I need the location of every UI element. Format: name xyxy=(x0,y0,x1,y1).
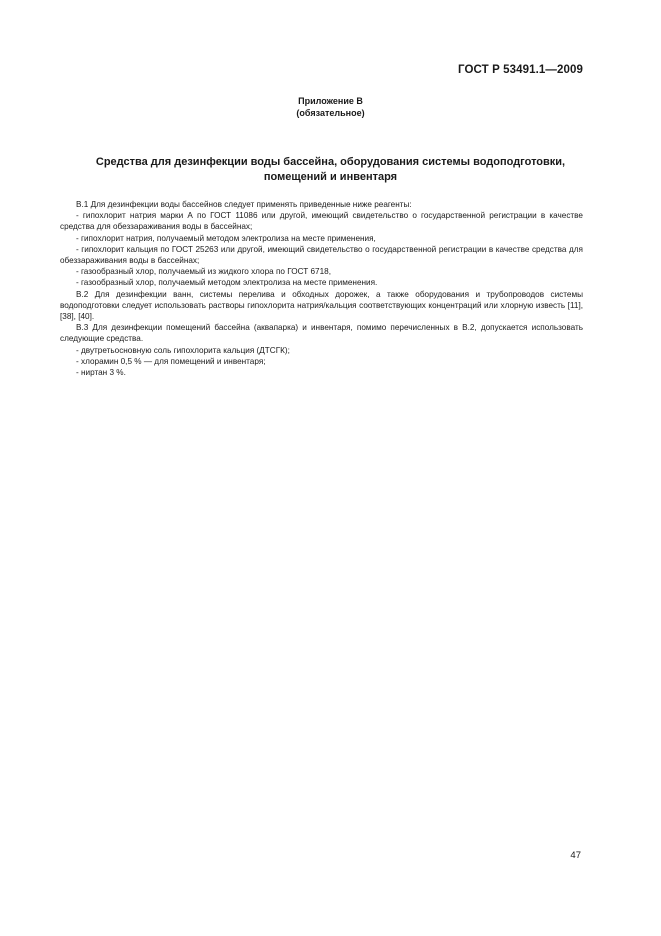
paragraph-b2: В.2 Для дезинфекции ванн, системы перелива и обходных дорожек, а также оборудования и трубопроводов системы водоподготовки следует использовать растворы гипохлорита натрия/кальция соответствующих концентраций или хлорную известь [11], [38], [40]. xyxy=(60,289,583,322)
appendix-status: (обязательное) xyxy=(296,108,365,118)
list-item: - хлорамин 0,5 % — для помещений и инвентаря; xyxy=(76,356,266,366)
appendix-title xyxy=(60,155,601,185)
list-item: - газообразный хлор, получаемый из жидкого хлора по ГОСТ 6718, xyxy=(76,267,331,277)
list-item: - ниртан 3 %. xyxy=(76,368,126,378)
list-item: - гипохлорит натрия марки А по ГОСТ 11086 или другой, имеющий свидетельство о государственной регистрации в качестве средства для обеззараживания воды в бассейнах; xyxy=(60,211,583,232)
page-number: 47 xyxy=(570,850,581,861)
paragraph-b1: В.1 Для дезинфекции воды бассейнов следует применять приведенные ниже реагенты: xyxy=(76,200,412,209)
title-line-2: помещений и инвентаря xyxy=(263,171,398,183)
list-item: - газообразный хлор, получаемый методом электролиза на месте применения. xyxy=(76,278,378,288)
paragraph-b3: В.3 Для дезинфекции помещений бассейна (аквапарка) и инвентаря, помимо перечисленных в В.2, допускается использовать следующие средства. xyxy=(60,323,583,344)
list-item: - гипохлорит натрия, получаемый методом электролиза на месте применения, xyxy=(76,233,376,243)
appendix-heading xyxy=(0,95,661,119)
body-text xyxy=(60,199,583,378)
title-line-1: Средства для дезинфекции воды бассейна, оборудования системы водоподготовки, xyxy=(95,156,566,168)
list-item: - двутретьосновную соль гипохлорита кальция (ДТСГК); xyxy=(76,345,290,355)
list-item: - гипохлорит кальция по ГОСТ 25263 или другой, имеющий свидетельство о государственной регистрации в качестве средства для обеззараживания воды в бассейнах; xyxy=(60,244,583,266)
standard-code: ГОСТ Р 53491.1—2009 xyxy=(458,64,583,76)
appendix-label: Приложение В xyxy=(298,96,363,106)
